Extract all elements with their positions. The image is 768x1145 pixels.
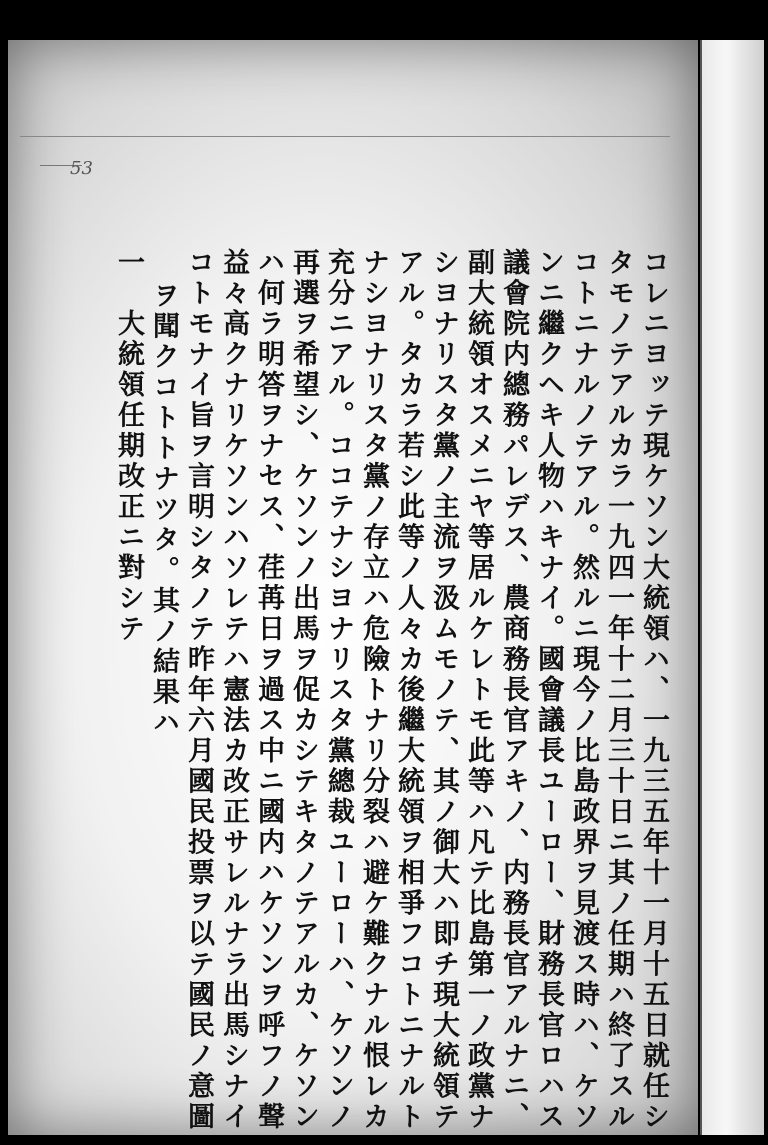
page-number: 53: [70, 158, 93, 179]
text-column-3: コトニナルノテアル。然ルニ現今ノ比島政界ヲ見渡ス時ハ、ケソ: [568, 248, 599, 1133]
text-column-1: コレニヨッテ現ケソン大統領ハ、一九三五年十一月十五日就任シ: [638, 248, 669, 1133]
text-column-7: シヨナリスタ黨ノ主流ヲ汲ムモノテ、其ノ御大ハ即チ現大統領テ: [428, 248, 459, 1133]
text-column-8: アル。タカラ若シ此等ノ人々カ後繼大統領ヲ相爭フコトニナルト: [393, 248, 424, 1133]
text-column-12: ハ何ラ明答ヲナセス、荏苒日ヲ過ス中ニ國内ハケソンヲ呼フノ聲: [253, 248, 284, 1133]
text-column-2: タモノテアルカラ一九四一年十二月三十日ニ其ノ任期ハ終了スル: [603, 248, 634, 1133]
text-column-13: 益々高クナリケソンハソレテハ憲法カ改正サレルナラ出馬シナイ: [218, 248, 249, 1133]
body-text: [108, 248, 669, 1133]
adjacent-page-edge: [700, 40, 764, 1135]
text-column-5: 議會院内總務パレデス、農商務長官アキノ、内務長官アルナニ、: [498, 248, 529, 1133]
text-column-9: ナシヨナリスタ黨ノ存立ハ危險トナリ分裂ハ避ケ難クナル恨レカ: [358, 248, 389, 1133]
text-column-6: 副大統領オスメニヤ等居ルケレトモ此等ハ凡テ比島第一ノ政黨ナ: [463, 248, 494, 1133]
text-column-11: 再選ヲ希望シ、ケソンノ出馬ヲ促カシテキタノテアルカ、ケソン: [288, 248, 319, 1133]
text-column-14: コトモナイ旨ヲ言明シタノテ昨年六月國民投票ヲ以テ國民ノ意圖: [183, 248, 214, 1133]
text-column-10: 充分ニアル。ココテナシヨナリスタ黨總裁ユーローハ、ケソンノ: [323, 248, 354, 1133]
text-column-15: ヲ聞クコトトナツタ。其ノ結果ハ: [148, 281, 179, 739]
text-column-4: ンニ繼クヘキ人物ハキナイ。國會議長ユーロー、財務長官ロハス: [533, 248, 564, 1133]
header-rule: [20, 136, 670, 137]
paper-sheet: [8, 40, 698, 1135]
scanned-page: [0, 30, 768, 1145]
text-column-16: 一 大統領任期改正ニ對シテ: [113, 248, 144, 645]
